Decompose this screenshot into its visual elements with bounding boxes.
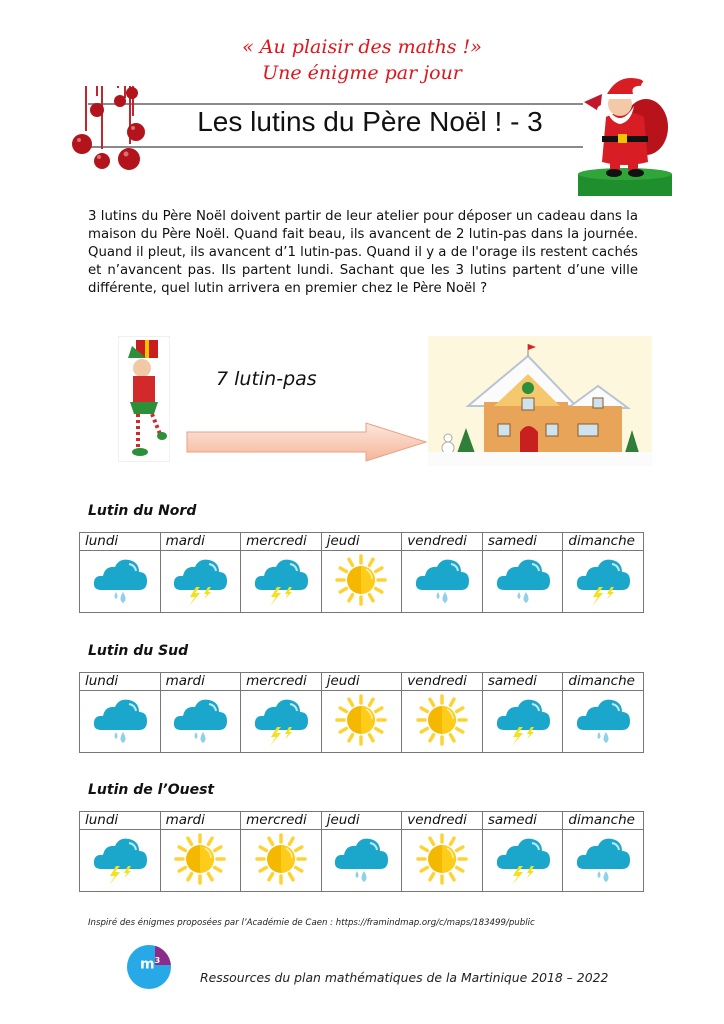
day-header-jeudi: jeudi: [321, 533, 402, 551]
weather-cell: [563, 551, 644, 613]
rain-cloud-icon: [89, 694, 151, 746]
santa-house-icon: [428, 336, 652, 466]
day-header-lundi: lundi: [80, 533, 161, 551]
santa-claus-icon: [576, 72, 674, 196]
right-arrow-icon: [186, 422, 428, 462]
weather-cell: [160, 691, 241, 753]
sun-icon: [169, 833, 231, 885]
day-header-lundi: lundi: [80, 673, 161, 691]
sun-icon: [330, 694, 392, 746]
weather-cell: [482, 691, 563, 753]
weather-table-north: [79, 532, 644, 613]
days-header-row: [80, 533, 644, 551]
day-header-mercredi: mercredi: [241, 673, 322, 691]
elf-south-title: Lutin du Sud: [88, 643, 189, 659]
day-header-jeudi: jeudi: [321, 812, 402, 830]
storm-cloud-icon: [169, 554, 231, 606]
days-header-row: [80, 812, 644, 830]
weather-cell: [402, 691, 483, 753]
day-header-samedi: samedi: [482, 812, 563, 830]
weather-cell: [80, 830, 161, 892]
day-header-mardi: mardi: [160, 533, 241, 551]
weather-cell: [321, 551, 402, 613]
day-header-mercredi: mercredi: [241, 812, 322, 830]
logo-exponent: 3: [154, 956, 161, 965]
day-header-vendredi: vendredi: [402, 533, 483, 551]
weather-table-south: [79, 672, 644, 753]
weather-cell: [563, 830, 644, 892]
weather-cell: [241, 551, 322, 613]
weather-table-west: [79, 811, 644, 892]
day-header-samedi: samedi: [482, 533, 563, 551]
day-header-dimanche: dimanche: [563, 533, 644, 551]
rain-cloud-icon: [572, 833, 634, 885]
christmas-ornaments-icon: [72, 86, 148, 178]
distance-label: 7 lutin-pas: [216, 368, 317, 390]
day-header-vendredi: vendredi: [402, 673, 483, 691]
day-header-dimanche: dimanche: [563, 673, 644, 691]
weather-cell: [321, 830, 402, 892]
slogan-line-2: Une énigme par jour: [262, 62, 462, 84]
storm-cloud-icon: [250, 694, 312, 746]
rain-cloud-icon: [572, 694, 634, 746]
weather-cell: [482, 551, 563, 613]
weather-cell: [563, 691, 644, 753]
logo-letter: m: [140, 956, 155, 973]
slogan-line-1: « Au plaisir des maths !»: [242, 36, 482, 58]
elf-icon: [118, 336, 170, 462]
day-header-mardi: mardi: [160, 673, 241, 691]
day-header-vendredi: vendredi: [402, 812, 483, 830]
sun-icon: [411, 833, 473, 885]
weather-cell: [80, 691, 161, 753]
problem-statement: 3 lutins du Père Noël doivent partir de leur atelier pour déposer un cadeau dans la maison du Père Noël. Quand fait beau, ils avancent de 2 lutin-pas dans la journée. Quand il pleut, ils avancent d’1 lutin-pas. Quand il y a de l'orage ils restent cachés et n’avancent pas. Ils partent lundi. Sachant que les 3 lutins partent d’une ville différente, quel lutin arrivera en premier chez le Père Noël ?: [88, 209, 638, 296]
day-header-jeudi: jeudi: [321, 673, 402, 691]
page-title: Les lutins du Père Noël ! - 3: [197, 106, 543, 137]
weather-cell: [482, 830, 563, 892]
storm-cloud-icon: [89, 833, 151, 885]
weather-cell: [402, 830, 483, 892]
storm-cloud-icon: [492, 694, 554, 746]
sun-icon: [330, 554, 392, 606]
day-header-mercredi: mercredi: [241, 533, 322, 551]
weather-cell: [402, 551, 483, 613]
weather-row: [80, 551, 644, 613]
rain-cloud-icon: [169, 694, 231, 746]
weather-row: [80, 691, 644, 753]
weather-cell: [160, 551, 241, 613]
storm-cloud-icon: [492, 833, 554, 885]
elf-west-title: Lutin de l’Ouest: [88, 782, 215, 798]
rain-cloud-icon: [492, 554, 554, 606]
rain-cloud-icon: [330, 833, 392, 885]
day-header-dimanche: dimanche: [563, 812, 644, 830]
rain-cloud-icon: [411, 554, 473, 606]
weather-row: [80, 830, 644, 892]
rain-cloud-icon: [89, 554, 151, 606]
weather-cell: [80, 551, 161, 613]
weather-cell: [241, 691, 322, 753]
days-header-row: [80, 673, 644, 691]
credit-text: Inspiré des énigmes proposées par l’Académie de Caen : https://framindmap.org/c/maps/183499/public: [88, 918, 535, 928]
logo-text: [140, 956, 160, 973]
day-header-mardi: mardi: [160, 812, 241, 830]
day-header-lundi: lundi: [80, 812, 161, 830]
weather-cell: [160, 830, 241, 892]
storm-cloud-icon: [250, 554, 312, 606]
sun-icon: [411, 694, 473, 746]
storm-cloud-icon: [572, 554, 634, 606]
m3-logo: [127, 945, 171, 989]
sun-icon: [250, 833, 312, 885]
weather-cell: [321, 691, 402, 753]
footer-text: Ressources du plan mathématiques de la Martinique 2018 – 2022: [200, 970, 609, 985]
weather-cell: [241, 830, 322, 892]
day-header-samedi: samedi: [482, 673, 563, 691]
elf-north-title: Lutin du Nord: [88, 503, 197, 519]
